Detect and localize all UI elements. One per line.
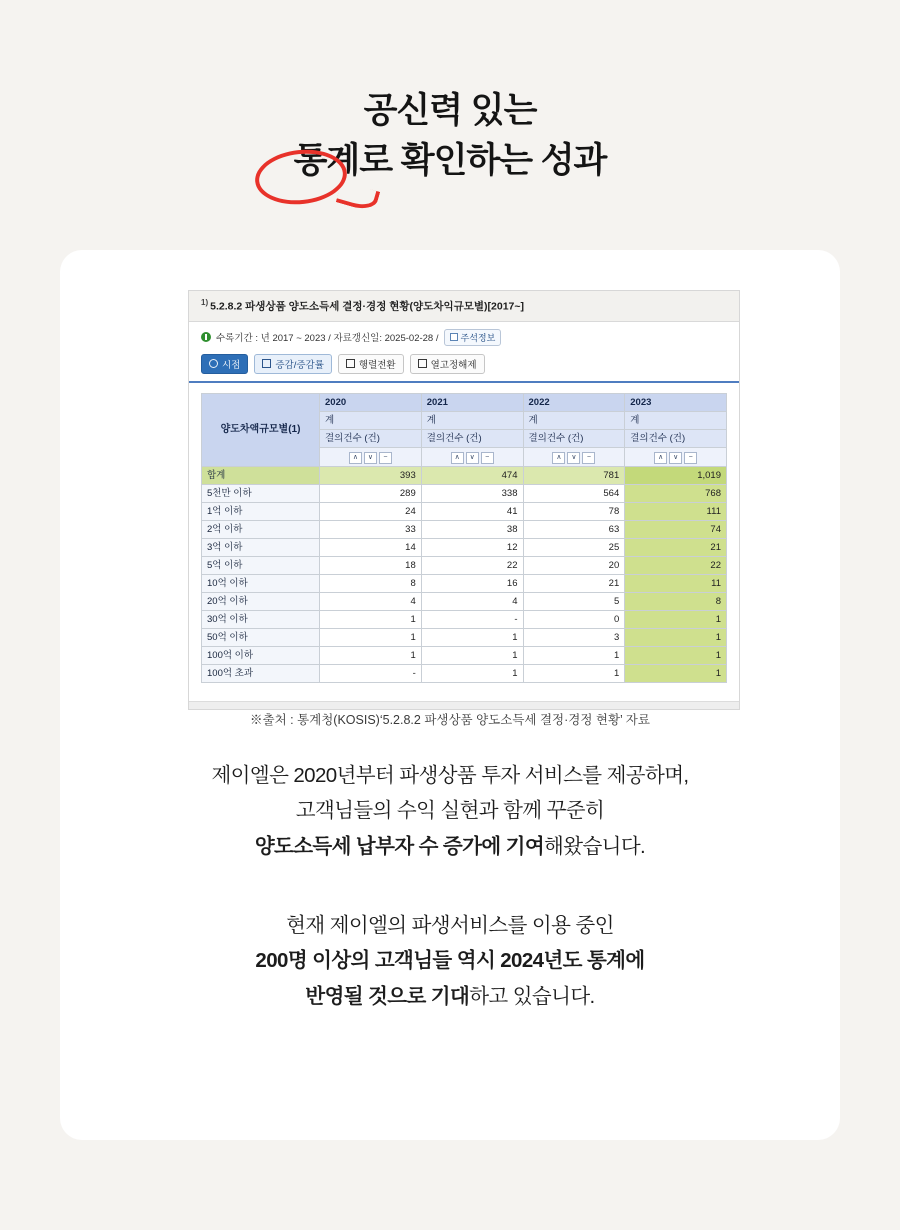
- sort-desc-icon[interactable]: ∨: [466, 452, 479, 464]
- cell-2020: 18: [320, 556, 422, 574]
- table-subheader-2021: 계: [421, 411, 523, 429]
- table-header-year-2022: 2022: [523, 393, 625, 411]
- cell-2021: 41: [421, 502, 523, 520]
- cell-2022: 781: [523, 466, 625, 484]
- cell-2021: 38: [421, 520, 523, 538]
- chart-icon: [262, 359, 271, 368]
- cell-2023: 768: [625, 484, 727, 502]
- table-header-year-2023: 2023: [625, 393, 727, 411]
- paragraph-1-tail: 해왔습니다.: [544, 834, 646, 858]
- table-row: [202, 556, 727, 574]
- paragraph-2-line-3: [60, 979, 840, 1014]
- table-row: [202, 664, 727, 682]
- cell-2023: 11: [625, 574, 727, 592]
- column-controls-2023[interactable]: [625, 447, 727, 466]
- horizontal-scrollbar[interactable]: [189, 701, 739, 709]
- note-icon: [450, 333, 458, 341]
- kosis-meta-text: 수록기간 : 년 2017 ~ 2023 / 자료갱신일: 2025-02-28 /: [216, 333, 439, 344]
- body-paragraph-1: [60, 758, 840, 864]
- cell-2020: 33: [320, 520, 422, 538]
- cell-2022: 63: [523, 520, 625, 538]
- sort-asc-icon[interactable]: ∧: [349, 452, 362, 464]
- headline-line-1: 공신력 있는: [363, 91, 537, 130]
- sort-desc-icon[interactable]: ∨: [567, 452, 580, 464]
- kosis-title-text: 5.2.8.2 파생상품 양도소득세 결정·경정 현황(양도차익규모별)[2017~]: [210, 300, 525, 313]
- sort-desc-icon[interactable]: ∨: [669, 452, 682, 464]
- table-row: [202, 592, 727, 610]
- cell-2022: 5: [523, 592, 625, 610]
- paragraph-1-line-3: [60, 829, 840, 864]
- cell-2021: 12: [421, 538, 523, 556]
- grid-icon: [418, 359, 427, 368]
- row-label: 2억 이하: [202, 520, 320, 538]
- table-row: [202, 520, 727, 538]
- table-row: [202, 484, 727, 502]
- cell-2023: 8: [625, 592, 727, 610]
- cell-2021: 22: [421, 556, 523, 574]
- cell-2021: 1: [421, 664, 523, 682]
- collapse-icon[interactable]: −: [379, 452, 392, 464]
- table-header-year-2021: 2021: [421, 393, 523, 411]
- cell-2022: 564: [523, 484, 625, 502]
- cell-2022: 3: [523, 628, 625, 646]
- row-label: 1억 이하: [202, 502, 320, 520]
- table-measure-2020: 결의건수 (건): [320, 429, 422, 447]
- cell-2022: 1: [523, 646, 625, 664]
- clock-icon: [209, 359, 218, 368]
- cell-2021: 16: [421, 574, 523, 592]
- cell-2020: -: [320, 664, 422, 682]
- paragraph-1-line-2: 고객님들의 수익 실현과 함께 꾸준히: [295, 799, 605, 823]
- kosis-table-wrapper: [189, 383, 739, 701]
- table-subheader-2020: 계: [320, 411, 422, 429]
- toolbar-button-unfreeze-columns[interactable]: [410, 354, 485, 374]
- cell-2020: 4: [320, 592, 422, 610]
- row-label: 합계: [202, 466, 320, 484]
- cell-2020: 289: [320, 484, 422, 502]
- table-row: [202, 646, 727, 664]
- table-measure-2022: 결의건수 (건): [523, 429, 625, 447]
- cell-2020: 1: [320, 628, 422, 646]
- cell-2022: 78: [523, 502, 625, 520]
- cell-2023: 21: [625, 538, 727, 556]
- paragraph-1-bold: 양도소득세 납부자 수 증가에 기여: [254, 834, 545, 858]
- kosis-toolbar: [189, 352, 739, 383]
- table-corner-header: 양도차액규모별(1): [202, 393, 320, 466]
- note-info-button[interactable]: [444, 329, 502, 346]
- table-measure-2021: 결의건수 (건): [421, 429, 523, 447]
- collapse-icon[interactable]: −: [684, 452, 697, 464]
- column-controls-2021[interactable]: [421, 447, 523, 466]
- paragraph-2-tail: 하고 있습니다.: [469, 984, 595, 1008]
- toolbar-button-time-label: 시점: [222, 359, 241, 371]
- table-subheader-2022: 계: [523, 411, 625, 429]
- kosis-title-bar: [189, 291, 739, 322]
- table-row: [202, 466, 727, 484]
- table-row: [202, 628, 727, 646]
- cell-2021: 474: [421, 466, 523, 484]
- cell-2021: 338: [421, 484, 523, 502]
- row-label: 20억 이하: [202, 592, 320, 610]
- table-row: [202, 502, 727, 520]
- paragraph-2-bold-1: 200명 이상의 고객님들 역시 2024년도 통계에: [255, 949, 645, 973]
- table-row: [202, 610, 727, 628]
- paragraph-2-line-2: [60, 943, 840, 978]
- row-label: 10억 이하: [202, 574, 320, 592]
- cell-2023: 22: [625, 556, 727, 574]
- row-label: 50억 이하: [202, 628, 320, 646]
- cell-2023: 1: [625, 664, 727, 682]
- table-header-row-year: [202, 393, 727, 411]
- swap-icon: [346, 359, 355, 368]
- paragraph-2-line-1: 현재 제이엘의 파생서비스를 이용 중인: [286, 914, 614, 937]
- cell-2020: 8: [320, 574, 422, 592]
- cell-2020: 1: [320, 610, 422, 628]
- kosis-screenshot: [188, 290, 740, 710]
- toolbar-button-change-rate[interactable]: [254, 354, 332, 374]
- cell-2022: 1: [523, 664, 625, 682]
- column-controls-2020[interactable]: [320, 447, 422, 466]
- cell-2020: 24: [320, 502, 422, 520]
- collapse-icon[interactable]: −: [582, 452, 595, 464]
- table-row: [202, 538, 727, 556]
- column-controls-2022[interactable]: [523, 447, 625, 466]
- sort-asc-icon[interactable]: ∧: [654, 452, 667, 464]
- cell-2021: -: [421, 610, 523, 628]
- kosis-meta-bar: [189, 322, 739, 352]
- headline-line-2: 통계로 확인하는 성과: [293, 140, 607, 180]
- cell-2020: 14: [320, 538, 422, 556]
- cell-2023: 1: [625, 610, 727, 628]
- cell-2021: 4: [421, 592, 523, 610]
- row-label: 30억 이하: [202, 610, 320, 628]
- row-label: 5천만 이하: [202, 484, 320, 502]
- cell-2023: 1: [625, 628, 727, 646]
- table-row: [202, 574, 727, 592]
- table-header-year-2020: 2020: [320, 393, 422, 411]
- row-label: 100억 초과: [202, 664, 320, 682]
- paragraph-2-bold-2: 반영될 것으로 기대: [305, 984, 470, 1008]
- cell-2023: 111: [625, 502, 727, 520]
- info-dot-icon: [201, 332, 211, 342]
- cell-2022: 25: [523, 538, 625, 556]
- paragraph-1-line-1: 제이엘은 2020년부터 파생상품 투자 서비스를 제공하며,: [211, 764, 689, 787]
- content-card: [60, 250, 840, 1140]
- cell-2020: 393: [320, 466, 422, 484]
- red-circle-tail-icon: [336, 181, 381, 213]
- cell-2021: 1: [421, 628, 523, 646]
- sort-asc-icon[interactable]: ∧: [552, 452, 565, 464]
- row-label: 3억 이하: [202, 538, 320, 556]
- cell-2022: 0: [523, 610, 625, 628]
- sort-asc-icon[interactable]: ∧: [451, 452, 464, 464]
- row-label: 100억 이하: [202, 646, 320, 664]
- cell-2023: 1,019: [625, 466, 727, 484]
- cell-2022: 21: [523, 574, 625, 592]
- toolbar-button-change-rate-label: 증감/증감률: [275, 359, 324, 371]
- toolbar-button-unfreeze-columns-label: 열고정해제: [430, 359, 477, 371]
- cell-2022: 20: [523, 556, 625, 574]
- kosis-title-superscript: 1): [201, 298, 209, 307]
- toolbar-button-transpose[interactable]: [338, 354, 404, 374]
- table-measure-2023: 결의건수 (건): [625, 429, 727, 447]
- note-info-label: 주석정보: [460, 332, 496, 343]
- page-title: [0, 0, 900, 185]
- cell-2023: 1: [625, 646, 727, 664]
- cell-2023: 74: [625, 520, 727, 538]
- body-paragraph-2: [60, 908, 840, 1014]
- statistics-table: [201, 393, 727, 683]
- cell-2020: 1: [320, 646, 422, 664]
- table-subheader-2023: 계: [625, 411, 727, 429]
- toolbar-button-time[interactable]: [201, 354, 248, 374]
- source-caption: ※출처 : 통계청(KOSIS)‘5.2.8.2 파생상품 양도소득세 결정·경정 현황’ 자료: [250, 713, 650, 727]
- row-label: 5억 이하: [202, 556, 320, 574]
- cell-2021: 1: [421, 646, 523, 664]
- sort-desc-icon[interactable]: ∨: [364, 452, 377, 464]
- collapse-icon[interactable]: −: [481, 452, 494, 464]
- toolbar-button-transpose-label: 행렬전환: [358, 359, 396, 371]
